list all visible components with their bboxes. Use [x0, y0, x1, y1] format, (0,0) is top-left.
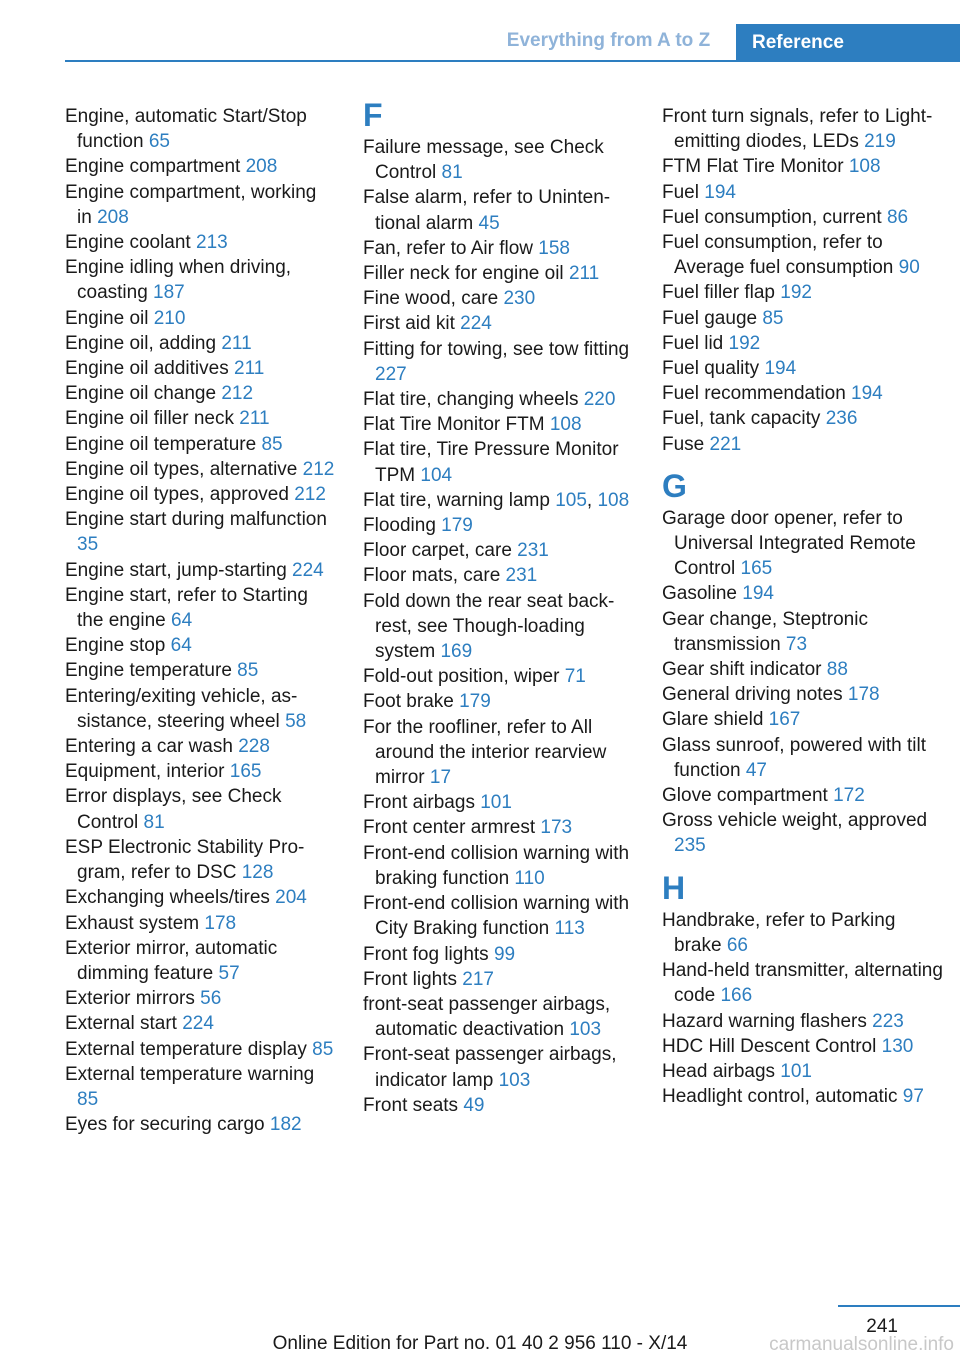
page-reference-separator: ,	[586, 489, 598, 511]
page-reference-link[interactable]: 194	[764, 358, 797, 380]
index-entry	[662, 808, 947, 858]
index-entry	[65, 633, 335, 658]
index-entry	[65, 835, 335, 885]
index-entry-text: Front seats	[363, 1094, 464, 1116]
page-reference-link[interactable]: 212	[294, 484, 326, 506]
page-reference-link[interactable]: 73	[785, 633, 808, 655]
index-entry-text: Handbrake, refer to Parking brake	[662, 909, 896, 956]
index-entry	[662, 657, 947, 682]
index-entry-text: Engine start, refer to Starting the engine	[65, 584, 308, 632]
index-entry	[363, 715, 641, 791]
header-tab-reference: Reference	[736, 24, 960, 62]
page-reference-link[interactable]: 85	[312, 1038, 334, 1060]
index-entry-text: Exchanging wheels/tires	[65, 887, 276, 909]
index-entry-text: Flat tire, warning lamp	[363, 489, 556, 511]
page-reference-link[interactable]: 108	[848, 156, 881, 178]
page-reference-link[interactable]: 128	[241, 862, 274, 884]
index-entry-text: External temperature warning	[65, 1063, 315, 1085]
index-entry-text: Equipment, interior	[65, 761, 230, 783]
index-entry	[65, 154, 335, 179]
index-entry	[662, 506, 947, 582]
index-entry-text: Engine temperature	[65, 660, 238, 682]
index-entry	[65, 432, 335, 457]
index-entry	[65, 1112, 335, 1137]
page-reference-link[interactable]: 35	[77, 534, 99, 556]
page-reference-link[interactable]: 228	[238, 736, 270, 758]
index-entry-text: For the roofliner, refer to All around the interior rearview mirror	[363, 716, 607, 789]
page-reference-link[interactable]: 81	[143, 811, 165, 833]
index-entry	[65, 759, 335, 784]
index-entry-text: Flooding	[363, 515, 442, 537]
index-entry	[65, 482, 335, 507]
page-reference-link[interactable]: 212	[221, 383, 254, 405]
index-entry-text: Exterior mirror, automatic dimming feature	[65, 937, 278, 984]
page-reference-link[interactable]: 178	[847, 684, 880, 706]
page-reference-link[interactable]: 101	[480, 792, 512, 814]
index-entry-text: Fold down the rear seat backrest, see Though-loading system	[363, 590, 615, 663]
page-reference-link[interactable]: 104	[420, 464, 453, 486]
page-reference-link[interactable]: 99	[493, 943, 516, 965]
page-reference-link[interactable]: 231	[517, 540, 549, 562]
index-entry-text: Engine idling when driving, coasting	[65, 257, 292, 304]
page-reference-link[interactable]: 236	[825, 408, 858, 430]
page-reference-link[interactable]: 97	[902, 1086, 924, 1108]
page-reference-link[interactable]: 81	[441, 162, 463, 184]
index-entry	[363, 790, 641, 815]
page-reference-link[interactable]: 56	[200, 988, 222, 1010]
index-entry	[65, 583, 335, 633]
page-reference-link[interactable]: 90	[898, 257, 920, 279]
index-entry-text: Fold-out position, wiper	[363, 666, 565, 688]
index-entry	[363, 992, 641, 1042]
index-entry	[65, 558, 335, 583]
page-reference-link[interactable]: 211	[239, 408, 270, 430]
index-entry	[662, 432, 947, 457]
page-reference-link[interactable]: 192	[728, 332, 761, 354]
page-reference-link[interactable]: 194	[704, 181, 736, 203]
index-entry	[363, 1042, 641, 1092]
index-entry	[662, 230, 947, 280]
index-entry-text: First aid kit	[363, 313, 461, 335]
index-entry	[65, 104, 335, 154]
index-entry-text: Front lights	[363, 968, 463, 990]
page-reference-link[interactable]: 49	[463, 1094, 485, 1116]
index-entry-text: Fuel filler flap	[662, 282, 781, 304]
header-divider	[65, 60, 960, 62]
index-column-1	[65, 104, 335, 1137]
index-entry-text: General driving notes	[662, 684, 848, 706]
index-entry-text: Front-end collision warning with City Braking function	[363, 893, 630, 940]
index-entry-text: Flat tire, Tire Pressure Monitor TPM	[363, 439, 619, 486]
page-reference-link[interactable]: 211	[568, 263, 600, 285]
index-entry	[65, 180, 335, 230]
index-entry-text: Engine coolant	[65, 232, 196, 254]
page-reference-link[interactable]: 208	[97, 206, 129, 228]
index-entry	[662, 1059, 947, 1084]
watermark: carmanualsonline.info	[769, 1334, 954, 1355]
page-reference-link[interactable]: 212	[302, 458, 335, 480]
page-reference-link[interactable]: 219	[864, 131, 896, 153]
page-number: 241	[866, 1316, 898, 1337]
page-reference-link[interactable]: 17	[429, 767, 452, 789]
index-entry	[65, 1037, 335, 1062]
index-entry	[65, 406, 335, 431]
index-entry-text: Flat Tire Monitor FTM	[363, 414, 550, 436]
index-entry-text: Floor carpet, care	[363, 540, 518, 562]
page-reference-link[interactable]: 103	[569, 1019, 602, 1041]
index-entry-text: Front turn signals, refer to Light-emitting diodes, LEDs	[662, 106, 933, 153]
index-entry-text: Entering/exiting vehicle, assistance, steering wheel	[65, 685, 298, 732]
edition-note: Online Edition for Part no. 01 40 2 956 110 - X/14	[272, 1333, 688, 1354]
page-reference-link[interactable]: 204	[275, 887, 307, 909]
index-entry-text: Front-end collision warning with braking function	[363, 842, 630, 889]
page-reference-link[interactable]: 64	[170, 635, 192, 657]
index-entry	[662, 381, 947, 406]
index-entry	[363, 337, 641, 387]
index-entry-text: Glass sunroof, powered with tilt function	[662, 734, 927, 781]
index-entry-text: Eyes for securing cargo	[65, 1114, 270, 1136]
index-entry	[662, 154, 947, 179]
index-entry	[65, 911, 335, 936]
index-entry-text: Front fog lights	[363, 943, 494, 965]
index-entry-text: Fuel, tank capacity	[662, 408, 826, 430]
page-reference-link[interactable]: 194	[851, 383, 883, 405]
index-entry	[662, 581, 947, 606]
index-entry-text: Gear change, Steptronic transmission	[662, 608, 868, 655]
index-entry	[662, 1034, 947, 1059]
page-reference-link[interactable]: 45	[478, 212, 500, 234]
index-entry	[662, 682, 947, 707]
page-reference-link[interactable]: 173	[540, 817, 573, 839]
page-reference-link[interactable]: 165	[740, 558, 773, 580]
index-entry-text: Head airbags	[662, 1060, 781, 1082]
index-entry	[662, 908, 947, 958]
index-entry	[662, 306, 947, 331]
index-entry	[65, 457, 335, 482]
index-entry	[65, 885, 335, 910]
page-reference-link[interactable]: 105	[555, 489, 587, 511]
page-reference-link[interactable]: 165	[229, 761, 262, 783]
index-entry	[65, 684, 335, 734]
index-letter-heading: G	[662, 467, 687, 504]
page-reference-link[interactable]: 169	[440, 641, 473, 663]
index-entry	[363, 286, 641, 311]
page-reference-link[interactable]: 57	[218, 962, 240, 984]
index-letter-heading: F	[363, 97, 383, 133]
page-reference-link[interactable]: 113	[554, 918, 585, 940]
page-reference-link[interactable]: 192	[780, 282, 812, 304]
index-entry-text: Engine compartment, working in	[65, 181, 317, 228]
index-entry	[363, 387, 641, 412]
page-reference-link[interactable]: 221	[709, 433, 742, 455]
index-entry	[363, 589, 641, 665]
page-reference-link[interactable]: 86	[886, 206, 909, 228]
index-entry-text: Fan, refer to Air flow	[363, 237, 539, 259]
index-entry-text: ESP Electronic Stability Program, refer to DSC	[65, 836, 305, 884]
index-entry	[363, 942, 641, 967]
page-reference-link[interactable]: 58	[285, 710, 307, 732]
index-entry-text: Glove compartment	[662, 785, 834, 807]
index-entry	[65, 734, 335, 759]
page-reference-link[interactable]: 167	[768, 709, 801, 731]
header-section-title: Everything from A to Z	[506, 30, 711, 51]
page-reference-link[interactable]: 210	[153, 307, 186, 329]
index-entry	[363, 135, 641, 185]
index-entry-text: Flat tire, changing wheels	[363, 389, 584, 411]
index-entry	[363, 261, 641, 286]
index-entry	[662, 356, 947, 381]
index-entry	[65, 1011, 335, 1036]
page-reference-link[interactable]: 211	[234, 358, 265, 380]
page-reference-link[interactable]: 235	[674, 835, 706, 857]
footer-divider	[838, 1305, 960, 1307]
index-entry-text: Hand-held transmitter, alternating code	[662, 960, 943, 1007]
index-entry-text: Front-seat passenger airbags, indicator lamp	[363, 1044, 617, 1091]
index-entry-text: Hazard warning flashers	[662, 1010, 873, 1032]
index-entry	[65, 255, 335, 305]
index-entry-text: Fitting for towing, see tow fitting	[363, 338, 630, 360]
index-entry-text: External start	[65, 1013, 183, 1035]
index-entry	[65, 658, 335, 683]
index-entry-text: Engine compartment	[65, 156, 246, 178]
page-reference-link[interactable]: 213	[196, 232, 228, 254]
index-entry-text: Fuel gauge	[662, 307, 763, 329]
index-entry-text: Fuel consumption, current	[662, 206, 887, 228]
index-entry	[662, 205, 947, 230]
index-entry	[363, 967, 641, 992]
index-entry-text: Fuel recommendation	[662, 383, 852, 405]
page-reference-link[interactable]: 224	[460, 313, 492, 335]
page-reference-link[interactable]: 108	[597, 489, 630, 511]
index-entry-text: Fine wood, care	[363, 288, 504, 310]
index-entry-text: Fuse	[662, 433, 710, 455]
index-entry	[662, 331, 947, 356]
index-entry-text: Engine start during malfunction	[65, 509, 327, 531]
index-entry-text: Engine, automatic Start/Stop function	[65, 106, 307, 153]
page-reference-link[interactable]: 64	[171, 610, 193, 632]
index-entry	[363, 891, 641, 941]
index-entry	[65, 306, 335, 331]
index-entry-text: Entering a car wash	[65, 736, 239, 758]
index-entry	[65, 986, 335, 1011]
index-entry	[363, 841, 641, 891]
page-reference-link[interactable]: 166	[720, 985, 753, 1007]
index-entry-text: Gasoline	[662, 583, 743, 605]
index-entry-text: External temperature display	[65, 1038, 313, 1060]
index-entry	[363, 488, 641, 513]
index-entry	[65, 230, 335, 255]
index-entry	[662, 406, 947, 431]
index-entry	[662, 1009, 947, 1034]
index-entry	[363, 437, 641, 487]
page-reference-link[interactable]: 66	[726, 934, 748, 956]
index-entry	[363, 664, 641, 689]
index-entry-text: Glare shield	[662, 709, 769, 731]
index-entry	[662, 280, 947, 305]
page-reference-link[interactable]: 85	[77, 1088, 99, 1110]
index-entry	[65, 331, 335, 356]
page-reference-link[interactable]: 230	[503, 288, 536, 310]
index-entry	[65, 936, 335, 986]
page-reference-link[interactable]: 220	[583, 389, 616, 411]
index-entry-text: Filler neck for engine oil	[363, 263, 569, 285]
page-reference-link[interactable]: 187	[153, 282, 185, 304]
index-entry-text: Front center armrest	[363, 817, 541, 839]
index-entry	[65, 356, 335, 381]
index-column-2	[363, 97, 641, 1118]
index-entry-text: Fuel lid	[662, 332, 729, 354]
page-reference-link[interactable]: 211	[221, 332, 252, 354]
index-entry-text: Headlight control, automatic	[662, 1086, 903, 1108]
index-entry-text: FTM Flat Tire Monitor	[662, 156, 849, 178]
index-entry-text: Engine oil	[65, 307, 154, 329]
page-reference-link[interactable]: 208	[245, 156, 278, 178]
index-entry-text: Engine oil types, approved	[65, 484, 295, 506]
index-entry-text: False alarm, refer to Unintentional alarm	[363, 187, 611, 234]
page-reference-link[interactable]: 182	[269, 1114, 302, 1136]
index-entry	[363, 538, 641, 563]
index-entry-text: Engine oil, adding	[65, 332, 222, 354]
page-reference-link[interactable]: 223	[872, 1010, 904, 1032]
page-reference-link[interactable]: 110	[514, 867, 545, 889]
page-reference-link[interactable]: 178	[204, 912, 237, 934]
page-reference-link[interactable]: 130	[881, 1035, 914, 1057]
page-reference-link[interactable]: 65	[148, 131, 170, 153]
page-reference-link[interactable]: 227	[375, 363, 407, 385]
page-reference-link[interactable]: 85	[762, 307, 784, 329]
index-entry	[363, 1093, 641, 1118]
index-entry-text: Engine oil change	[65, 383, 222, 405]
index-entry-text: Engine oil temperature	[65, 433, 262, 455]
index-letter-heading: H	[662, 869, 686, 906]
index-entry	[363, 563, 641, 588]
page-reference-link[interactable]: 71	[564, 666, 586, 688]
index-entry	[65, 1062, 335, 1112]
index-entry-text: Fuel	[662, 181, 705, 203]
page-reference-link[interactable]: 108	[549, 414, 582, 436]
index-entry	[662, 180, 947, 205]
index-entry	[662, 607, 947, 657]
index-entry	[65, 507, 335, 557]
index-entry-text: front-seat passenger airbags, automatic deactivation	[363, 993, 611, 1041]
index-entry-text: HDC Hill Descent Control	[662, 1035, 882, 1057]
page-reference-link[interactable]: 88	[826, 659, 848, 681]
page-reference-link[interactable]: 179	[441, 515, 473, 537]
index-entry-text: Garage door opener, refer to Universal Integrated Remote Control	[662, 507, 916, 580]
index-entry	[662, 104, 947, 154]
index-entry	[662, 958, 947, 1008]
page-reference-link[interactable]: 47	[745, 759, 767, 781]
index-entry-text: Exterior mirrors	[65, 988, 201, 1010]
page-reference-link[interactable]: 231	[505, 565, 538, 587]
index-entry	[363, 236, 641, 261]
index-entry-text: Engine oil types, alternative	[65, 458, 303, 480]
index-entry-text: Front airbags	[363, 792, 481, 814]
index-entry-text: Engine start, jump-starting	[65, 559, 293, 581]
page-reference-link[interactable]: 103	[498, 1069, 531, 1091]
page-reference-link[interactable]: 224	[292, 559, 324, 581]
index-column-3	[662, 104, 947, 1109]
index-entry	[363, 311, 641, 336]
index-entry-text: Gear shift indicator	[662, 659, 827, 681]
index-entry-text: Foot brake	[363, 691, 460, 713]
index-entry	[65, 784, 335, 834]
index-entry-text: Engine stop	[65, 635, 171, 657]
index-entry-text: Floor mats, care	[363, 565, 506, 587]
index-entry-text: Exhaust system	[65, 912, 205, 934]
index-entry	[363, 815, 641, 840]
index-entry-text: Error displays, see Check Control	[65, 786, 282, 833]
index-entry	[662, 707, 947, 732]
index-entry-text: Engine oil filler neck	[65, 408, 240, 430]
index-entry	[363, 185, 641, 235]
index-entry-text: Fuel quality	[662, 358, 765, 380]
page-reference-link[interactable]: 158	[538, 237, 570, 259]
page-reference-link[interactable]: 172	[833, 785, 865, 807]
index-entry	[363, 412, 641, 437]
index-entry	[363, 513, 641, 538]
page-reference-link[interactable]: 101	[780, 1060, 812, 1082]
page-reference-link[interactable]: 179	[459, 691, 491, 713]
page-reference-link[interactable]: 85	[237, 660, 259, 682]
index-entry	[65, 381, 335, 406]
page-reference-link[interactable]: 224	[182, 1013, 214, 1035]
page-reference-link[interactable]: 194	[742, 583, 774, 605]
index-entry	[662, 733, 947, 783]
index-entry	[662, 1084, 947, 1109]
index-entry-text: Engine oil additives	[65, 358, 234, 380]
page-reference-link[interactable]: 217	[462, 968, 494, 990]
index-entry	[363, 689, 641, 714]
index-entry-text: Gross vehicle weight, approved	[662, 810, 928, 832]
index-entry	[662, 783, 947, 808]
page-reference-link[interactable]: 85	[261, 433, 283, 455]
index-entry-text: Fuel consumption, refer to Average fuel consumption	[662, 232, 899, 279]
index-entry-text: Failure message, see Check Control	[363, 137, 604, 184]
